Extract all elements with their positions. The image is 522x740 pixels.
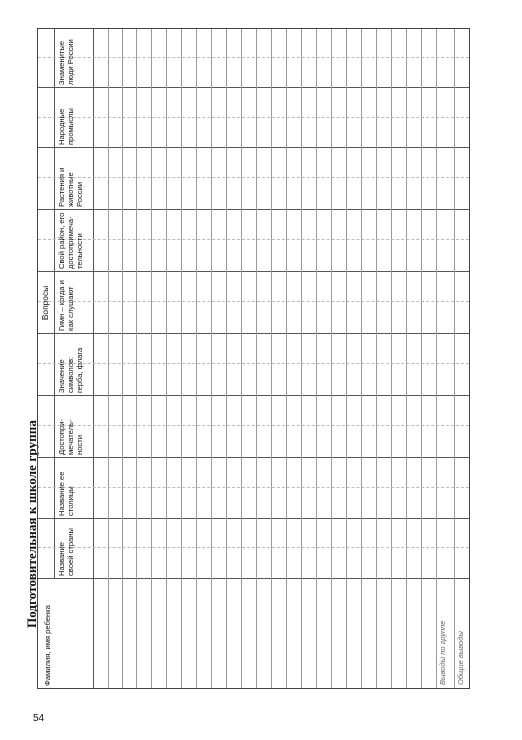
header-folk-crafts: Народные промыслы: [57, 108, 75, 145]
header-questions-group: Вопросы: [40, 285, 50, 321]
footer-group-conclusions: Выводы по группе: [438, 620, 447, 685]
header-famous-people: Знаменитые люди России: [57, 39, 75, 85]
header-landmarks: Достопри-мечатель-ности: [57, 419, 84, 455]
header-anthem: Гимн – когда и как слушают: [57, 280, 75, 331]
header-country-name: Название своей страны: [57, 528, 75, 576]
assessment-table: [37, 28, 470, 689]
header-child-name: Фамилия, имя ребенка: [43, 605, 52, 686]
page-number: 54: [33, 713, 45, 724]
header-symbols-meaning: Значение символов: герба, флага: [57, 347, 84, 393]
header-capital-name: Название ее столицы: [57, 471, 75, 516]
header-own-district: Свой район, его достопримеча-тельности: [57, 212, 84, 269]
page-title: Подготовительная к школе группа: [24, 420, 39, 628]
header-plants-animals: Растения и животные России: [57, 167, 84, 207]
footer-general-conclusions: Общие выводы: [456, 631, 465, 685]
